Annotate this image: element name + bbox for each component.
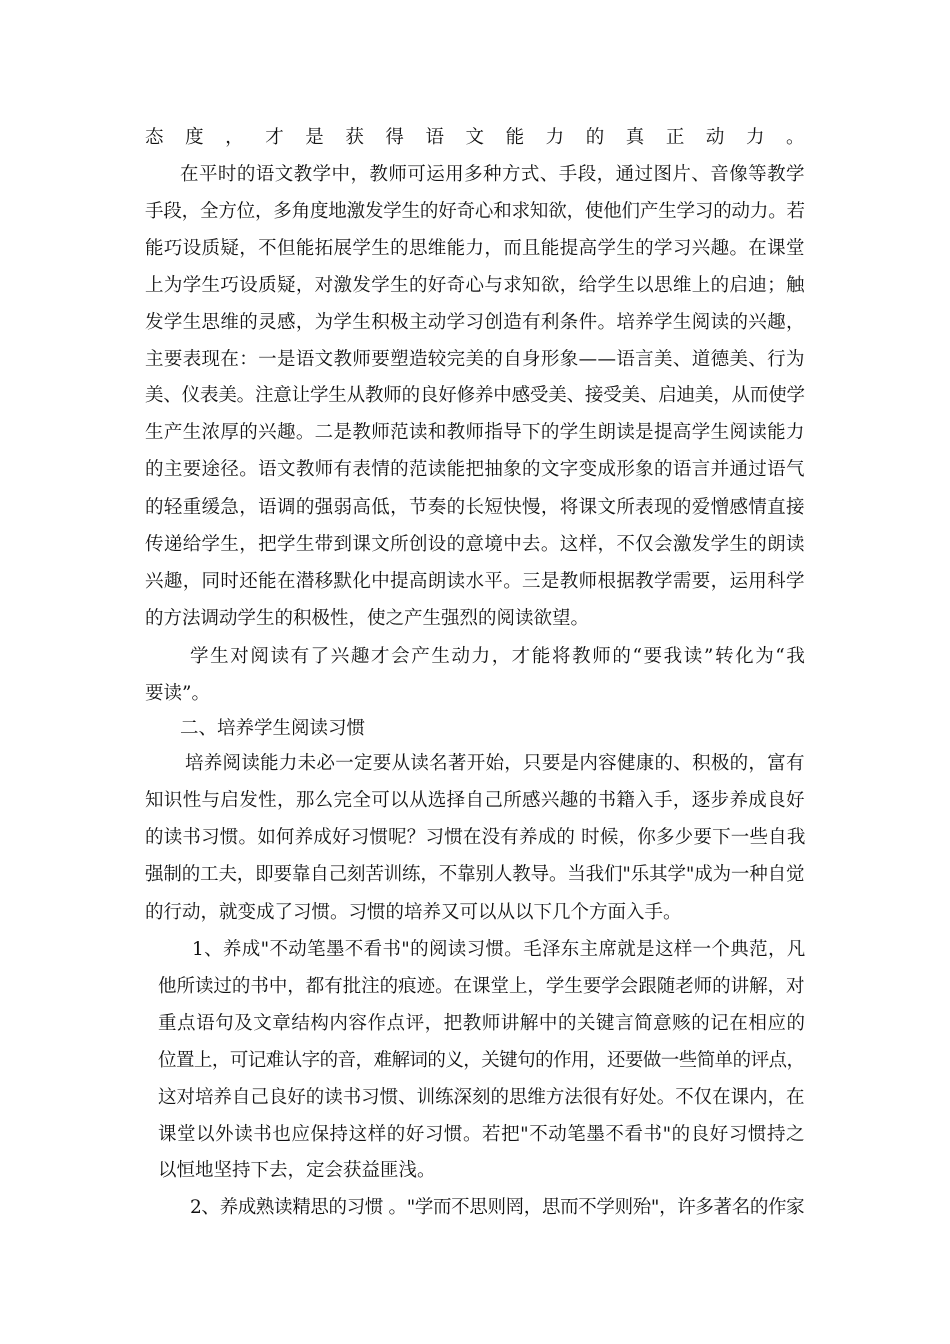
- text-line: 美、仪表美。注意让学生从教师的良好修养中感受美、接受美、启迪美，从而使学: [145, 385, 805, 406]
- text-line: 的读书习惯。如何养成好习惯呢？习惯在没有养成的 时候，你多少要下一些自我: [145, 827, 806, 848]
- text-line: 上为学生巧设质疑，对激发学生的好奇心与求知欲，给学生以思维上的启迪；触: [145, 275, 805, 296]
- text-line: 生产生浓厚的兴趣。二是教师范读和教师指导下的学生朗读是提高学生阅读能力: [145, 422, 805, 443]
- text-line: 的行动，就变成了习惯。习惯的培养又可以从以下几个方面入手。: [145, 902, 682, 923]
- text-line: 态度，才是获得语文能力的真正动力。: [145, 127, 827, 148]
- text-line: 这对培养自己良好的读书习惯、训练深刻的思维方法很有好处。不仅在课内，在: [158, 1087, 805, 1108]
- text-line: 的方法调动学生的积极性，使之产生强烈的阅读欲望。: [145, 608, 590, 629]
- text-line: 二、培养学生阅读习惯: [180, 718, 366, 739]
- text-line: 兴趣，同时还能在潜移默化中提高朗读水平。三是教师根据教学需要，运用科学: [145, 571, 805, 592]
- text-line: 强制的工夫，即要靠自己刻苦训练，不靠别人教导。当我们"乐其学"成为一种自觉: [145, 864, 805, 885]
- text-line: 位置上，可记难认字的音，难解词的义，关键句的作用，还要做一些简单的评点，: [158, 1050, 805, 1071]
- text-line: 重点语句及文章结构内容作点评，把教师讲解中的关键言简意赅的记在相应的: [158, 1013, 806, 1034]
- text-line: 的主要途径。语文教师有表情的范读能把抽象的文字变成形象的语言并通过语气: [145, 459, 805, 480]
- text-line: 要读”。: [145, 683, 210, 704]
- text-line: 传递给学生，把学生带到课文所创设的意境中去。这样，不仅会激发学生的朗读: [145, 534, 805, 555]
- text-line: 2、养成熟读精思的习惯 。"学而不思则罔，思而不学则殆"，许多著名的作家: [190, 1197, 805, 1218]
- text-line: 主要表现在：一是语文教师要塑造较完美的自身形象——语言美、道德美、行为: [145, 349, 805, 370]
- text-line: 在平时的语文教学中，教师可运用多种方式、手段，通过图片、音像等教学: [180, 164, 805, 185]
- text-line: 的轻重缓急，语调的强弱高低，节奏的长短快慢，将课文所表现的爱憎感情直接: [145, 497, 805, 518]
- text-line: 学生对阅读有了兴趣才会产生动力，才能将教师的“要我读”转化为“我: [190, 646, 807, 667]
- text-line: 以恒地坚持下去，定会获益匪浅。: [158, 1160, 436, 1181]
- text-line: 知识性与启发性，那么完全可以从选择自己所感兴趣的书籍入手，逐步养成良好: [145, 790, 805, 811]
- text-line: 课堂以外读书也应保持这样的好习惯。若把"不动笔墨不看书"的良好习惯持之: [158, 1124, 806, 1145]
- text-line: 发学生思维的灵感，为学生积极主动学习创造有利条件。培养学生阅读的兴趣，: [145, 312, 805, 333]
- text-line: 他所读过的书中，都有批注的痕迹。在课堂上，学生要学会跟随老师的讲解，对: [158, 976, 805, 997]
- text-line: 能巧设质疑，不但能拓展学生的思维能力，而且能提高学生的学习兴趣。在课堂: [145, 238, 805, 259]
- text-line: 手段，全方位，多角度地激发学生的好奇心和求知欲，使他们产生学习的动力。若: [145, 201, 805, 222]
- text-line: 1、养成"不动笔墨不看书"的阅读习惯。毛泽东主席就是这样一个典范，凡: [192, 939, 806, 960]
- text-line: 培养阅读能力未必一定要从读名著开始，只要是内容健康的、积极的，富有: [185, 753, 805, 774]
